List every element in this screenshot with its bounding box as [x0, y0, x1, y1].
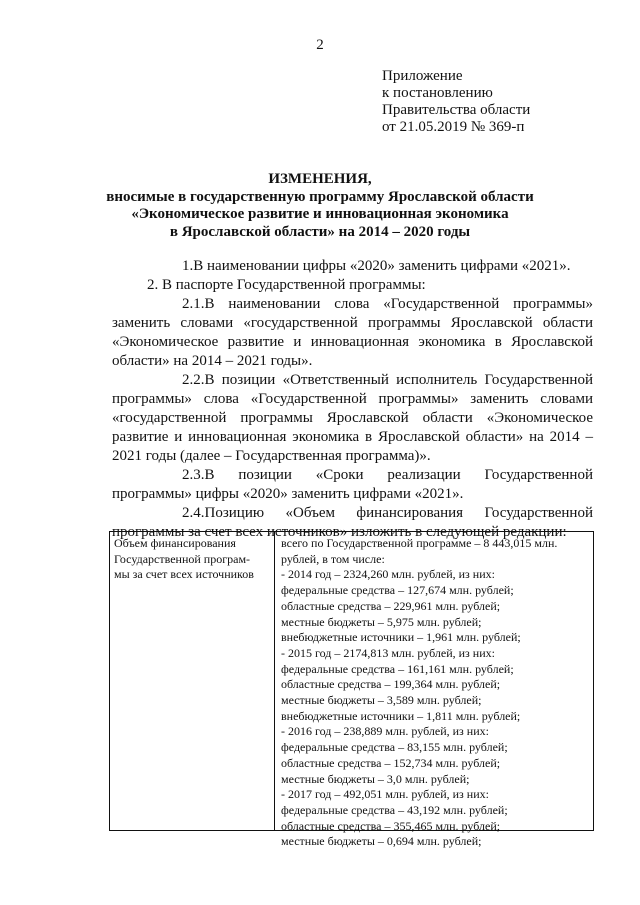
- item-2-2: [112, 371, 593, 466]
- value-line: федеральные средства – 127,674 млн. рублей;: [281, 583, 514, 598]
- title-line: вносимые в государственную программу Ярославской области: [106, 188, 534, 205]
- item-2: [112, 276, 593, 295]
- financing-values-cell: [275, 532, 593, 849]
- item-number: 1.: [182, 258, 194, 274]
- item-text: В позиции «Ответственный исполнитель Государственной программы» слова «Государственной программы» заменить словами «государственной программы Ярославской области «Экономическое развитие и инновационная экономика в Ярославской области» на 2014 – 2021 годы (далее – Государственная программа)».: [112, 372, 593, 464]
- label-line: Объем финансирования: [114, 536, 236, 550]
- appendix-line: от 21.05.2019 № 369-п: [382, 119, 525, 135]
- appendix-line: к постановлению: [382, 85, 493, 101]
- item-text: Позицию «Объем финансирования Государственной программы за счет всех источников» изложить в следующей редакции:: [112, 505, 593, 540]
- value-line: - 2016 год – 238,889 млн. рублей, из них:: [281, 724, 489, 739]
- value-line: местные бюджеты – 3,589 млн. рублей;: [281, 693, 482, 708]
- value-line: местные бюджеты – 0,694 млн. рублей;: [281, 834, 482, 849]
- item-text: В наименовании цифры «2020» заменить цифрами «2021».: [193, 258, 571, 274]
- label-line: мы за счет всех источников: [114, 567, 254, 582]
- item-text: В паспорте Государственной программы:: [162, 277, 426, 293]
- item-text: В наименовании слова «Государственной программы» заменить словами «государственной программы Ярославской области «Экономическое развитие и инновационная экономика в Ярославской области» на 2014 – 2021 годы».: [112, 296, 593, 369]
- item-number: 2.4.: [182, 505, 205, 521]
- value-line: рублей, в том числе:: [281, 551, 385, 566]
- appendix-block: [382, 68, 530, 136]
- title-heading: ИЗМЕНЕНИЯ,: [268, 171, 372, 187]
- value-line: местные бюджеты – 5,975 млн. рублей;: [281, 614, 482, 629]
- value-line: областные средства – 199,364 млн. рублей;: [281, 677, 501, 692]
- value-line: - 2017 год – 492,051 млн. рублей, из них:: [281, 787, 489, 802]
- value-line: - 2014 год – 2324,260 млн. рублей, из них:: [281, 567, 495, 582]
- document-title: [0, 171, 640, 241]
- value-line: областные средства – 229,961 млн. рублей;: [281, 598, 501, 613]
- item-number: 2.2.: [182, 372, 205, 388]
- title-line: «Экономическое развитие и инновационная экономика: [131, 206, 509, 222]
- appendix-line: Правительства области: [382, 102, 531, 118]
- label-line: Государственной програм-: [114, 551, 251, 566]
- value-line: внебюджетные источники – 1,811 млн. рублей;: [281, 708, 521, 723]
- body-text: [112, 257, 593, 542]
- value-line: - 2015 год – 2174,813 млн. рублей, из них:: [281, 645, 495, 660]
- item-number: 2.: [147, 277, 159, 293]
- item-text: В позиции «Сроки реализации Государственной программы» цифры «2020» заменить цифрами «2021».: [112, 467, 593, 502]
- item-2-1: [112, 295, 593, 371]
- value-line: всего по Государственной программе – 8 443,015 млн.: [281, 536, 558, 550]
- item-2-3: [112, 466, 593, 504]
- item-1: [112, 257, 593, 276]
- item-number: 2.1.: [182, 296, 205, 312]
- financing-table: [109, 531, 594, 849]
- appendix-line: Приложение: [382, 68, 463, 84]
- page-number: 2: [316, 37, 324, 53]
- value-line: федеральные средства – 161,161 млн. рублей;: [281, 661, 514, 676]
- financing-label-cell: [110, 532, 275, 830]
- title-line: в Ярославской области» на 2014 – 2020 годы: [169, 223, 471, 240]
- value-line: федеральные средства – 83,155 млн. рублей;: [281, 740, 508, 755]
- item-number: 2.3.: [182, 467, 205, 483]
- value-line: областные средства – 355,465 млн. рублей;: [281, 818, 501, 833]
- value-line: областные средства – 152,734 млн. рублей;: [281, 755, 501, 770]
- value-line: федеральные средства – 43,192 млн. рублей;: [281, 802, 508, 817]
- value-line: местные бюджеты – 3,0 млн. рублей;: [281, 771, 470, 786]
- value-line: внебюджетные источники – 1,961 млн. рублей;: [281, 630, 521, 645]
